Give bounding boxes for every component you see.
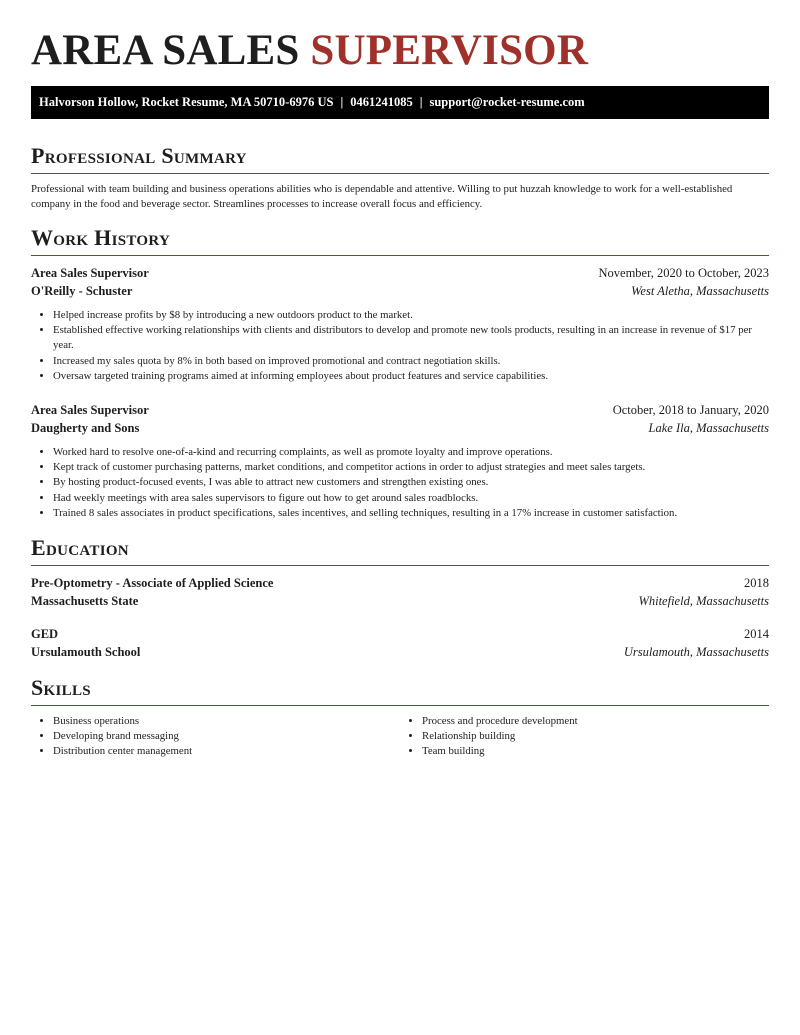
education-degree: GED [31,627,59,642]
skill-item: • Process and procedure development [422,714,769,729]
job-dates: November, 2020 to October, 2023 [598,266,769,280]
contact-address: Halvorson Hollow, Rocket Resume, MA 50710-6976 US [39,95,334,109]
education-school-row [31,643,769,661]
summary-text: Professional with team building and business operations abilities who is dependable and attentive. Willing to put huzzah knowledge to work for a well-established company in the food and beverage sector. Streamlines processes to increase overall focus and efficiency. [31,183,733,210]
job-location: Lake Ila, Massachusetts [648,421,769,436]
skills-heading: Skills [31,675,91,701]
job-bullet: • Had weekly meetings with area sales supervisors to figure out how to get around sales roadblocks. [53,491,769,506]
education-year: 2018 [744,576,769,591]
job-header-row [31,401,769,419]
job-bullet: • By hosting product-focused events, I was able to attract new customers and strengthen existing ones. [53,475,769,490]
job-company-row [31,419,769,437]
job-bullets [31,308,769,384]
section-divider [31,173,769,174]
skill-item: • Distribution center management [53,744,400,759]
education-degree-row [31,625,769,643]
job-bullet: • Helped increase profits by $8 by introducing a new outdoors product to the market. [53,308,769,323]
job-bullet: • Trained 8 sales associates in product specifications, sales incentives, and selling techniques, resulting in a 17% increase in customer satisfaction. [53,506,769,521]
contact-phone: 0461241085 [350,95,413,109]
summary-heading: Professional Summary [31,143,247,168]
education-section [31,535,769,661]
contact-separator: | [419,95,423,109]
education-heading: Education [31,535,129,561]
contact-bar [31,86,769,119]
education-year: 2014 [744,627,769,642]
job-bullets [31,445,769,521]
skills-columns [31,714,769,759]
section-divider [31,255,769,256]
education-school-row [31,592,769,610]
title-accent: SUPERVISOR [310,27,589,74]
skills-section [31,675,769,759]
resume-title [31,26,769,76]
job-company-row [31,282,769,300]
work-history-heading: Work History [31,225,171,250]
skills-list-right [400,714,769,759]
education-school: Massachusetts State [31,594,139,609]
education-location: Whitefield, Massachusetts [638,594,769,609]
education-degree: Pre-Optometry - Associate of Applied Science [31,576,274,591]
job-dates: October, 2018 to January, 2020 [612,403,769,418]
summary-section [31,143,769,212]
job-role: Area Sales Supervisor [31,266,149,280]
education-location: Ursulamouth, Massachusetts [623,645,769,660]
job-bullet: • Increased my sales quota by 8% in both based on improved promotional and contract negotiation skills. [53,354,769,369]
job-header-row [31,264,769,282]
job-entry [31,264,769,384]
job-bullet: • Oversaw targeted training programs aimed at informing employees about product features and service capabilities. [53,369,769,384]
work-history-section [31,225,769,521]
job-bullet: • Established effective working relationships with clients and distributors to develop and promote new tools products, resulting in an increase in revenue of $17 per year. [53,323,769,353]
contact-email[interactable]: support@rocket-resume.com [429,95,585,109]
job-bullet: • Kept track of customer purchasing patterns, market conditions, and competitor actions in order to adjust strategies and meet sales targets. [53,460,769,475]
job-company: Daugherty and Sons [31,421,140,436]
skill-item: • Team building [422,744,769,759]
job-company: O'Reilly - Schuster [31,284,133,298]
skill-item: • Developing brand messaging [53,729,400,744]
education-school: Ursulamouth School [31,645,141,660]
skill-item: • Business operations [53,714,400,729]
skill-item: • Relationship building [422,729,769,744]
education-entry [31,574,769,610]
skills-list-left [31,714,400,759]
education-degree-row [31,574,769,592]
section-divider [31,705,769,706]
job-entry [31,401,769,521]
education-entry [31,625,769,661]
job-role: Area Sales Supervisor [31,403,149,418]
title-main: AREA SALES [31,27,300,74]
section-divider [31,565,769,566]
job-location: West Aletha, Massachusetts [631,284,769,298]
contact-separator: | [340,95,344,109]
job-bullet: • Worked hard to resolve one-of-a-kind and recurring complaints, as well as promote loyalty and improve operations. [53,445,769,460]
